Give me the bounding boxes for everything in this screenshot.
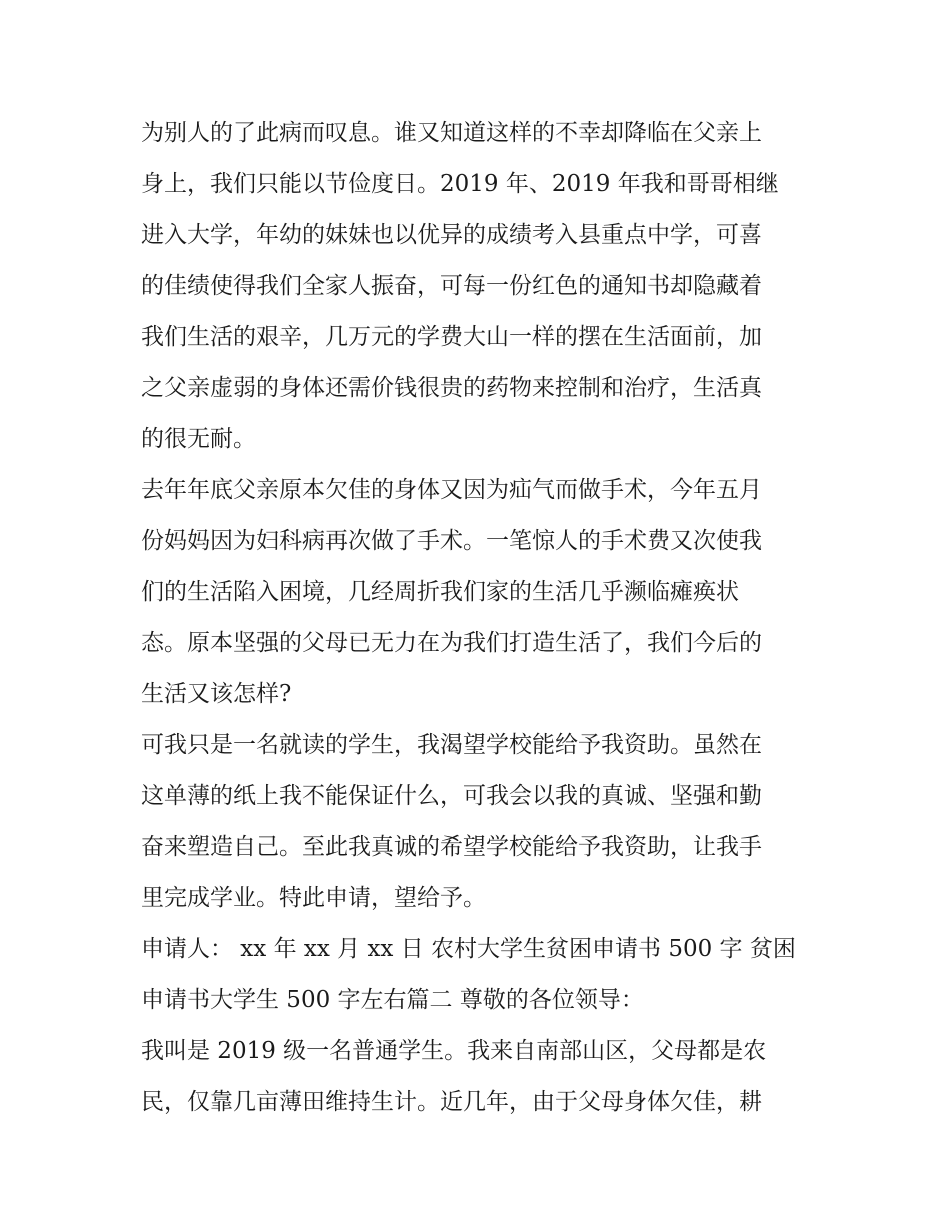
text-line: 这单薄的纸上我不能保证什么，可我会以我的真诚、坚强和勤 [141, 783, 762, 809]
text-line: 可我只是一名就读的学生，我渴望学校能给予我资助。虽然在 [141, 732, 762, 758]
text-line: 去年年底父亲原本欠佳的身体又因为疝气而做手术，今年五月 [141, 477, 762, 503]
text-line: 申请书大学生 500 字左右篇二 尊敬的各位领导： [141, 987, 644, 1013]
text-line: 申请人： xx 年 xx 月 xx 日 农村大学生贫困申请书 500 字 贫困 [141, 936, 796, 962]
text-line: 我叫是 2019 级一名普通学生。我来自南部山区，父母都是农 [141, 1038, 767, 1064]
text-line: 奋来塑造自己。至此我真诚的希望学校能给予我资助，让我手 [141, 834, 762, 860]
text-line: 身上，我们只能以节俭度日。2019 年、2019 年我和哥哥相继 [141, 171, 779, 197]
text-line: 的佳绩使得我们全家人振奋，可每一份红色的通知书却隐藏着 [141, 273, 762, 299]
text-line: 为别人的了此病而叹息。谁又知道这样的不幸却降临在父亲上 [141, 120, 762, 146]
text-line: 们的生活陷入困境，几经周折我们家的生活几乎濒临瘫痪状 [141, 579, 739, 605]
text-line: 态。原本坚强的父母已无力在为我们打造生活了，我们今后的 [141, 630, 762, 656]
text-line: 份妈妈因为妇科病再次做了手术。一笔惊人的手术费又次使我 [141, 528, 762, 554]
text-line: 的很无耐。 [141, 426, 256, 452]
text-line: 生活又该怎样? [141, 681, 292, 707]
text-line: 里完成学业。特此申请，望给予。 [141, 885, 486, 911]
text-line: 进入大学，年幼的妹妹也以优异的成绩考入县重点中学，可喜 [141, 222, 762, 248]
document-body [141, 108, 821, 1128]
text-line: 之父亲虚弱的身体还需价钱很贵的药物来控制和治疗，生活真 [141, 375, 762, 401]
text-line: 民，仅靠几亩薄田维持生计。近几年，由于父母身体欠佳，耕 [141, 1089, 762, 1115]
text-line: 我们生活的艰辛，几万元的学费大山一样的摆在生活面前，加 [141, 324, 762, 350]
